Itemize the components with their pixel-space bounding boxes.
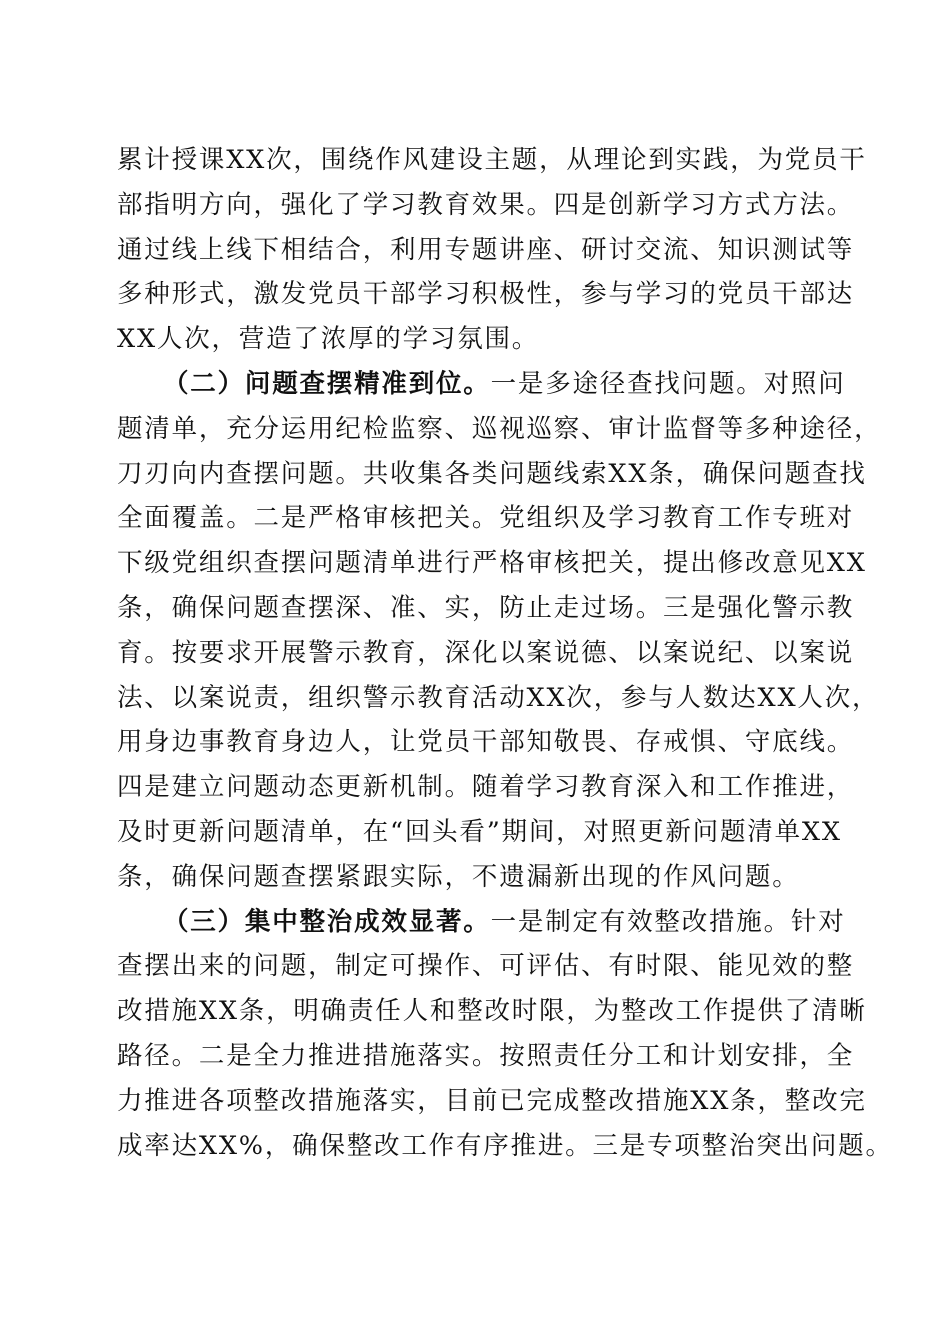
para3-line-4: 力推进各项整改措施落实，目前已完成整改措施XX条，整改完 — [117, 1085, 867, 1116]
para2-line-11: 条，确保问题查摆紧跟实际，不遗漏新出现的作风问题。 — [117, 861, 800, 892]
body-text — [117, 138, 893, 1168]
para2-line-3: 全面覆盖。二是严格审核把关。党组织及学习教育工作专班对 — [117, 503, 855, 534]
para3-first-line — [117, 900, 846, 945]
para1-line-1: 累计授课XX次，围绕作风建设主题，从理论到实践，为党员干 — [117, 145, 867, 175]
para1-line-4: 多种形式，激发党员干部学习积极性，参与学习的党员干部达 — [117, 279, 855, 310]
para3-line-2: 改措施XX条，明确责任人和整改时限，为整改工作提供了清晰 — [117, 996, 867, 1027]
para2-line-9: 四是建立问题动态更新机制。随着学习教育深入和工作推进， — [117, 772, 855, 803]
para1-line-5: XX人次，营造了浓厚的学习氛围。 — [117, 324, 540, 355]
para1-line-3: 通过线上线下相结合，利用专题讲座、研讨交流、知识测试等 — [117, 234, 855, 265]
para3-heading: （三）集中整治成效显著。 — [163, 906, 491, 937]
para2-line-1: 题清单，充分运用纪检监察、巡视巡察、审计监督等多种途径， — [117, 413, 882, 444]
para2-line-5: 条，确保问题查摆深、准、实，防止走过场。三是强化警示教 — [117, 592, 855, 623]
para2-line-10: 及时更新问题清单，在“回头看”期间，对照更新问题清单XX — [117, 816, 842, 847]
para3-line-1: 查摆出来的问题，制定可操作、可评估、有时限、能见效的整 — [117, 951, 855, 982]
para2-line-8: 用身边事教育身边人，让党员干部知敬畏、存戒惧、守底线。 — [117, 727, 855, 758]
para2-first-line-rest: 一是多途径查找问题。对照问 — [490, 368, 846, 399]
para3-first-line-rest: 一是制定有效整改措施。针对 — [490, 906, 846, 937]
para2-first-line — [117, 362, 846, 407]
para2-line-4: 下级党组织查摆问题清单进行严格审核把关，提出修改意见XX — [117, 548, 867, 579]
para2-line-6: 育。按要求开展警示教育，深化以案说德、以案说纪、以案说 — [117, 637, 855, 668]
para3-line-3: 路径。二是全力推进措施落实。按照责任分工和计划安排，全 — [117, 1040, 855, 1071]
para2-line-7: 法、以案说责，组织警示教育活动XX次，参与人数达XX人次， — [117, 682, 880, 713]
para3-line-5: 成率达XX%，确保整改工作有序推进。三是专项整治突出问题。 — [117, 1130, 893, 1161]
para2-line-2: 刀刃向内查摆问题。共收集各类问题线索XX条，确保问题查找 — [117, 458, 867, 489]
para2-heading: （二）问题查摆精准到位。 — [163, 368, 491, 399]
para1-line-2: 部指明方向，强化了学习教育效果。四是创新学习方式方法。 — [117, 189, 855, 220]
